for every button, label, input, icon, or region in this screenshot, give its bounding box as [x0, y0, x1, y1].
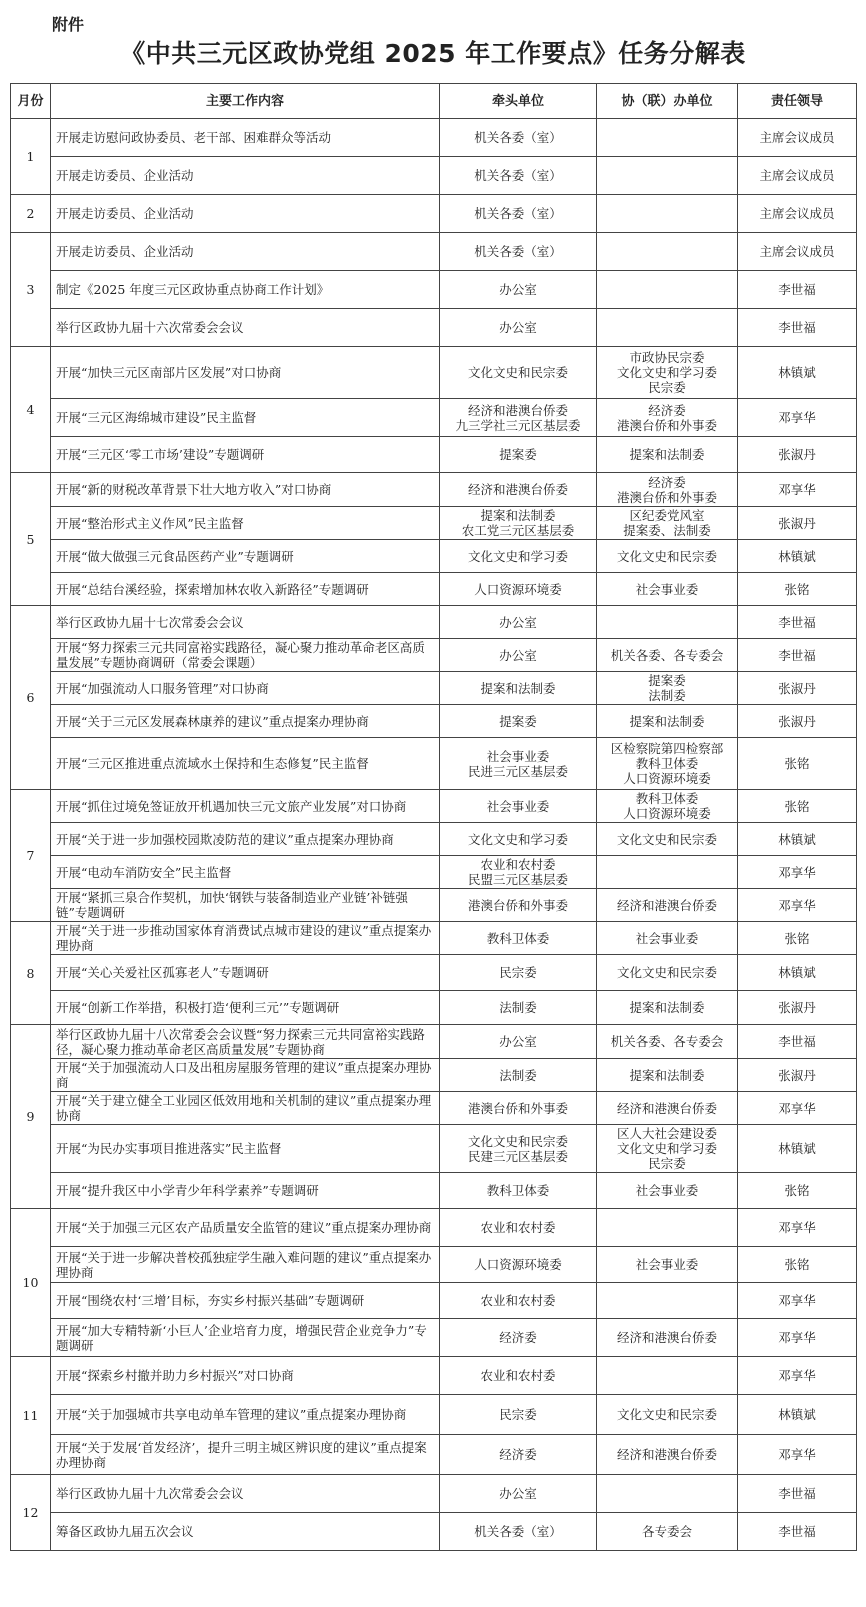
lead-unit-cell: 机关各委（室） — [440, 119, 597, 157]
table-row — [11, 1357, 857, 1395]
lead-unit-cell: 办公室 — [440, 1025, 597, 1059]
table-row — [11, 119, 857, 157]
table-row — [11, 233, 857, 271]
table-row — [11, 473, 857, 507]
leader-cell: 邓享华 — [738, 1209, 857, 1247]
assist-unit-cell — [597, 195, 738, 233]
leader-cell: 张铭 — [738, 738, 857, 790]
lead-unit-cell: 经济委 — [440, 1435, 597, 1475]
leader-cell: 张铭 — [738, 922, 857, 955]
lead-unit-cell: 机关各委（室） — [440, 157, 597, 195]
task-content-cell: 开展“加大专精特新‘小巨人’企业培育力度，增强民营企业竞争力”专题调研 — [51, 1319, 440, 1357]
task-content-cell: 开展“关于三元区发展森林康养的建议”重点提案办理协商 — [51, 705, 440, 738]
lead-unit-cell: 办公室 — [440, 639, 597, 672]
lead-unit-cell: 农业和农村委 — [440, 1209, 597, 1247]
leader-cell: 张铭 — [738, 1173, 857, 1209]
table-row — [11, 540, 857, 573]
task-content-cell: 制定《2025 年度三元区政协重点协商工作计划》 — [51, 271, 440, 309]
lead-unit-cell: 提案委 — [440, 705, 597, 738]
table-row — [11, 195, 857, 233]
task-content-cell: 开展“关于建立健全工业园区低效用地和关机制的建议”重点提案办理协商 — [51, 1092, 440, 1125]
task-content-cell: 开展“关于加强三元区农产品质量安全监管的建议”重点提案办理协商 — [51, 1209, 440, 1247]
lead-unit-cell: 文化文史和民宗委 — [440, 347, 597, 399]
lead-unit-cell: 办公室 — [440, 606, 597, 639]
month-cell: 6 — [11, 606, 51, 790]
lead-unit-cell: 教科卫体委 — [440, 1173, 597, 1209]
assist-unit-cell: 机关各委、各专委会 — [597, 639, 738, 672]
assist-unit-cell: 经济和港澳台侨委 — [597, 1319, 738, 1357]
leader-cell: 张铭 — [738, 1247, 857, 1283]
table-header-row — [11, 84, 857, 119]
assist-unit-cell: 文化文史和民宗委 — [597, 955, 738, 991]
table-row — [11, 271, 857, 309]
month-cell: 11 — [11, 1357, 51, 1475]
month-cell: 5 — [11, 473, 51, 606]
column-header-content: 主要工作内容 — [51, 84, 440, 119]
leader-cell: 张淑丹 — [738, 705, 857, 738]
task-content-cell: 开展走访慰问政协委员、老干部、困难群众等活动 — [51, 119, 440, 157]
task-content-cell: 开展“探索乡村撤并助力乡村振兴”对口协商 — [51, 1357, 440, 1395]
leader-cell: 张淑丹 — [738, 507, 857, 540]
table-row — [11, 991, 857, 1025]
table-row — [11, 1283, 857, 1319]
leader-cell: 林镇斌 — [738, 823, 857, 856]
assist-unit-cell: 机关各委、各专委会 — [597, 1025, 738, 1059]
task-content-cell: 开展“关于发展‘首发经济’，提升三明主城区辨识度的建议”重点提案办理协商 — [51, 1435, 440, 1475]
month-cell: 4 — [11, 347, 51, 473]
month-cell: 8 — [11, 922, 51, 1025]
lead-unit-cell: 机关各委（室） — [440, 1513, 597, 1551]
lead-unit-cell: 办公室 — [440, 271, 597, 309]
month-cell: 9 — [11, 1025, 51, 1209]
assist-unit-cell: 区人大社会建设委 文化文史和学习委 民宗委 — [597, 1125, 738, 1173]
task-content-cell: 举行区政协九届十九次常委会会议 — [51, 1475, 440, 1513]
table-row — [11, 157, 857, 195]
table-row — [11, 606, 857, 639]
lead-unit-cell: 提案和法制委 — [440, 672, 597, 705]
table-row — [11, 309, 857, 347]
lead-unit-cell: 办公室 — [440, 309, 597, 347]
task-content-cell: 开展“加强流动人口服务管理”对口协商 — [51, 672, 440, 705]
assist-unit-cell: 教科卫体委 人口资源环境委 — [597, 790, 738, 823]
lead-unit-cell: 经济和港澳台侨委 — [440, 473, 597, 507]
assist-unit-cell — [597, 856, 738, 889]
lead-unit-cell: 教科卫体委 — [440, 922, 597, 955]
lead-unit-cell: 法制委 — [440, 991, 597, 1025]
table-row — [11, 672, 857, 705]
assist-unit-cell — [597, 119, 738, 157]
task-content-cell: 开展“总结台溪经验，探索增加林农收入新路径”专题调研 — [51, 573, 440, 606]
leader-cell: 张淑丹 — [738, 437, 857, 473]
leader-cell: 邓享华 — [738, 399, 857, 437]
task-content-cell: 开展“关于进一步推动国家体育消费试点城市建设的建议”重点提案办理协商 — [51, 922, 440, 955]
task-content-cell: 开展“新的财税改革背景下壮大地方收入”对口协商 — [51, 473, 440, 507]
task-content-cell: 开展“努力探索三元共同富裕实践路径，凝心聚力推动革命老区高质量发展”专题协商调研（常委会课题） — [51, 639, 440, 672]
leader-cell: 邓享华 — [738, 856, 857, 889]
attachment-label: 附件 — [52, 15, 85, 34]
table-row — [11, 955, 857, 991]
task-content-cell: 开展“三元区‘零工市场’建设”专题调研 — [51, 437, 440, 473]
leader-cell: 主席会议成员 — [738, 195, 857, 233]
table-row — [11, 1247, 857, 1283]
leader-cell: 李世福 — [738, 606, 857, 639]
assist-unit-cell — [597, 233, 738, 271]
assist-unit-cell: 社会事业委 — [597, 922, 738, 955]
assist-unit-cell: 提案委 法制委 — [597, 672, 738, 705]
column-header-month: 月份 — [11, 84, 51, 119]
table-row — [11, 1209, 857, 1247]
assist-unit-cell: 市政协民宗委 文化文史和学习委 民宗委 — [597, 347, 738, 399]
leader-cell: 张铭 — [738, 790, 857, 823]
assist-unit-cell: 提案和法制委 — [597, 1059, 738, 1092]
leader-cell: 李世福 — [738, 1513, 857, 1551]
table-row — [11, 738, 857, 790]
task-content-cell: 开展走访委员、企业活动 — [51, 157, 440, 195]
task-content-cell: 开展走访委员、企业活动 — [51, 195, 440, 233]
lead-unit-cell: 经济和港澳台侨委 九三学社三元区基层委 — [440, 399, 597, 437]
month-cell: 7 — [11, 790, 51, 922]
assist-unit-cell: 文化文史和民宗委 — [597, 540, 738, 573]
task-content-cell: 举行区政协九届十六次常委会会议 — [51, 309, 440, 347]
assist-unit-cell — [597, 1357, 738, 1395]
leader-cell: 林镇斌 — [738, 1395, 857, 1435]
assist-unit-cell: 文化文史和民宗委 — [597, 1395, 738, 1435]
lead-unit-cell: 机关各委（室） — [440, 233, 597, 271]
leader-cell: 邓享华 — [738, 1092, 857, 1125]
lead-unit-cell: 提案委 — [440, 437, 597, 473]
leader-cell: 李世福 — [738, 309, 857, 347]
table-row — [11, 856, 857, 889]
table-row — [11, 1092, 857, 1125]
table-row — [11, 1513, 857, 1551]
lead-unit-cell: 民宗委 — [440, 1395, 597, 1435]
assist-unit-cell: 区纪委党风室 提案委、法制委 — [597, 507, 738, 540]
task-content-cell: 开展“关于进一步解决普校孤独症学生融入难问题的建议”重点提案办理协商 — [51, 1247, 440, 1283]
leader-cell: 主席会议成员 — [738, 119, 857, 157]
assist-unit-cell: 社会事业委 — [597, 573, 738, 606]
task-content-cell: 开展“为民办实事项目推进落实”民主监督 — [51, 1125, 440, 1173]
column-header-leader: 责任领导 — [738, 84, 857, 119]
month-cell: 1 — [11, 119, 51, 195]
table-body — [11, 119, 857, 1551]
assist-unit-cell: 提案和法制委 — [597, 991, 738, 1025]
lead-unit-cell: 农业和农村委 民盟三元区基层委 — [440, 856, 597, 889]
task-content-cell: 开展“电动车消防安全”民主监督 — [51, 856, 440, 889]
leader-cell: 张铭 — [738, 573, 857, 606]
table-row — [11, 437, 857, 473]
leader-cell: 主席会议成员 — [738, 233, 857, 271]
lead-unit-cell: 港澳台侨和外事委 — [440, 889, 597, 922]
lead-unit-cell: 文化文史和民宗委 民建三元区基层委 — [440, 1125, 597, 1173]
task-content-cell: 开展“围绕农村‘三增’目标，夯实乡村振兴基础”专题调研 — [51, 1283, 440, 1319]
assist-unit-cell: 文化文史和民宗委 — [597, 823, 738, 856]
leader-cell: 林镇斌 — [738, 540, 857, 573]
month-cell: 3 — [11, 233, 51, 347]
leader-cell: 李世福 — [738, 1475, 857, 1513]
table-row — [11, 1475, 857, 1513]
leader-cell: 主席会议成员 — [738, 157, 857, 195]
leader-cell: 邓享华 — [738, 1435, 857, 1475]
leader-cell: 邓享华 — [738, 889, 857, 922]
table-row — [11, 347, 857, 399]
lead-unit-cell: 经济委 — [440, 1319, 597, 1357]
task-content-cell: 开展“加快三元区南部片区发展”对口协商 — [51, 347, 440, 399]
assist-unit-cell: 经济和港澳台侨委 — [597, 1092, 738, 1125]
leader-cell: 邓享华 — [738, 1357, 857, 1395]
task-table — [10, 83, 857, 1551]
table-row — [11, 823, 857, 856]
lead-unit-cell: 提案和法制委 农工党三元区基层委 — [440, 507, 597, 540]
month-cell: 2 — [11, 195, 51, 233]
task-content-cell: 开展走访委员、企业活动 — [51, 233, 440, 271]
leader-cell: 张淑丹 — [738, 1059, 857, 1092]
lead-unit-cell: 文化文史和学习委 — [440, 540, 597, 573]
table-row — [11, 1059, 857, 1092]
task-content-cell: 筹备区政协九届五次会议 — [51, 1513, 440, 1551]
table-row — [11, 1395, 857, 1435]
lead-unit-cell: 文化文史和学习委 — [440, 823, 597, 856]
table-row — [11, 922, 857, 955]
assist-unit-cell — [597, 1475, 738, 1513]
task-content-cell: 开展“三元区推进重点流域水土保持和生态修复”民主监督 — [51, 738, 440, 790]
task-content-cell: 开展“关于进一步加强校园欺凌防范的建议”重点提案办理协商 — [51, 823, 440, 856]
lead-unit-cell: 人口资源环境委 — [440, 573, 597, 606]
leader-cell: 邓享华 — [738, 1283, 857, 1319]
lead-unit-cell: 社会事业委 民进三元区基层委 — [440, 738, 597, 790]
table-row — [11, 1025, 857, 1059]
assist-unit-cell — [597, 606, 738, 639]
task-content-cell: 开展“抓住过境免签证放开机遇加快三元文旅产业发展”对口协商 — [51, 790, 440, 823]
task-content-cell: 开展“提升我区中小学青少年科学素养”专题调研 — [51, 1173, 440, 1209]
leader-cell: 林镇斌 — [738, 955, 857, 991]
task-content-cell: 开展“三元区海绵城市建设”民主监督 — [51, 399, 440, 437]
lead-unit-cell: 民宗委 — [440, 955, 597, 991]
task-content-cell: 开展“创新工作举措，积极打造‘便利三元’”专题调研 — [51, 991, 440, 1025]
table-row — [11, 705, 857, 738]
assist-unit-cell — [597, 1209, 738, 1247]
leader-cell: 林镇斌 — [738, 347, 857, 399]
lead-unit-cell: 农业和农村委 — [440, 1283, 597, 1319]
assist-unit-cell: 社会事业委 — [597, 1173, 738, 1209]
assist-unit-cell: 经济和港澳台侨委 — [597, 1435, 738, 1475]
lead-unit-cell: 法制委 — [440, 1059, 597, 1092]
leader-cell: 张淑丹 — [738, 991, 857, 1025]
lead-unit-cell: 社会事业委 — [440, 790, 597, 823]
assist-unit-cell: 经济委 港澳台侨和外事委 — [597, 473, 738, 507]
column-header-lead-unit: 牵头单位 — [440, 84, 597, 119]
leader-cell: 邓享华 — [738, 1319, 857, 1357]
table-row — [11, 889, 857, 922]
assist-unit-cell — [597, 157, 738, 195]
assist-unit-cell: 区检察院第四检察部 教科卫体委 人口资源环境委 — [597, 738, 738, 790]
assist-unit-cell — [597, 1283, 738, 1319]
assist-unit-cell: 经济和港澳台侨委 — [597, 889, 738, 922]
task-content-cell: 举行区政协九届十八次常委会会议暨“努力探索三元共同富裕实践路径，凝心聚力推动革命老区高质量发展”专题协商 — [51, 1025, 440, 1059]
task-content-cell: 举行区政协九届十七次常委会会议 — [51, 606, 440, 639]
table-row — [11, 507, 857, 540]
leader-cell: 李世福 — [738, 1025, 857, 1059]
table-row — [11, 1173, 857, 1209]
leader-cell: 邓享华 — [738, 473, 857, 507]
table-row — [11, 1435, 857, 1475]
lead-unit-cell: 机关各委（室） — [440, 195, 597, 233]
assist-unit-cell: 提案和法制委 — [597, 705, 738, 738]
task-content-cell: 开展“紧抓三泉合作契机，加快‘钢铁与装备制造业产业链’补链强链”专题调研 — [51, 889, 440, 922]
lead-unit-cell: 人口资源环境委 — [440, 1247, 597, 1283]
month-cell: 10 — [11, 1209, 51, 1357]
lead-unit-cell: 办公室 — [440, 1475, 597, 1513]
leader-cell: 李世福 — [738, 271, 857, 309]
lead-unit-cell: 农业和农村委 — [440, 1357, 597, 1395]
assist-unit-cell: 各专委会 — [597, 1513, 738, 1551]
column-header-assist-unit: 协（联）办单位 — [597, 84, 738, 119]
lead-unit-cell: 港澳台侨和外事委 — [440, 1092, 597, 1125]
assist-unit-cell: 社会事业委 — [597, 1247, 738, 1283]
task-content-cell: 开展“关于加强城市共享电动单车管理的建议”重点提案办理协商 — [51, 1395, 440, 1435]
table-row — [11, 1125, 857, 1173]
table-row — [11, 1319, 857, 1357]
task-content-cell: 开展“做大做强三元食品医药产业”专题调研 — [51, 540, 440, 573]
task-content-cell: 开展“关心关爱社区孤寡老人”专题调研 — [51, 955, 440, 991]
month-cell: 12 — [11, 1475, 51, 1551]
task-content-cell: 开展“整治形式主义作风”民主监督 — [51, 507, 440, 540]
leader-cell: 张淑丹 — [738, 672, 857, 705]
task-content-cell: 开展“关于加强流动人口及出租房屋服务管理的建议”重点提案办理协商 — [51, 1059, 440, 1092]
table-row — [11, 573, 857, 606]
table-row — [11, 399, 857, 437]
assist-unit-cell: 经济委 港澳台侨和外事委 — [597, 399, 738, 437]
assist-unit-cell — [597, 271, 738, 309]
assist-unit-cell — [597, 309, 738, 347]
table-row — [11, 790, 857, 823]
assist-unit-cell: 提案和法制委 — [597, 437, 738, 473]
table-row — [11, 639, 857, 672]
leader-cell: 林镇斌 — [738, 1125, 857, 1173]
page-title: 《中共三元区政协党组 2025 年工作要点》任务分解表 — [120, 39, 746, 68]
leader-cell: 李世福 — [738, 639, 857, 672]
